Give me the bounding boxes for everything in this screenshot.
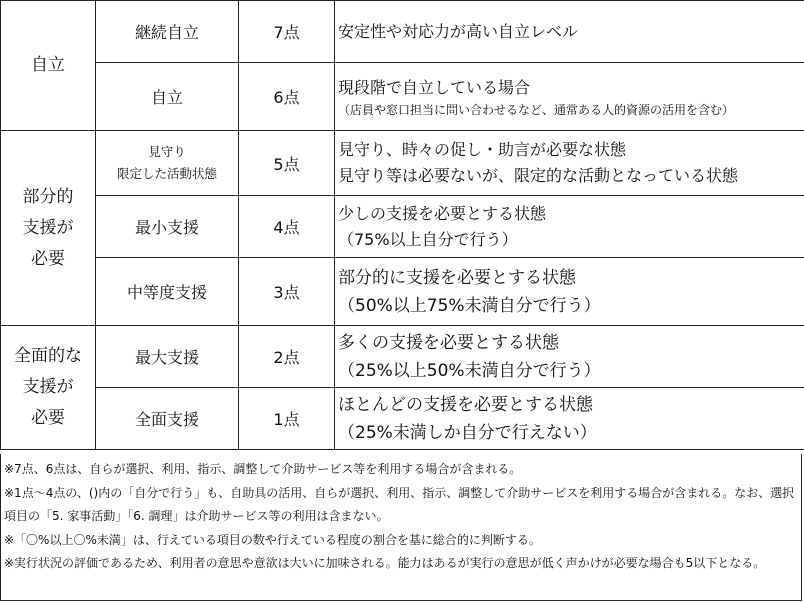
level-label: 最小支援 [134,218,199,237]
description-cell [335,63,804,131]
level-label: 見守り [148,144,186,159]
score-cell [239,388,335,450]
score-cell [239,258,335,326]
description-cell [335,258,804,326]
table-row [1,388,804,450]
description-line: ほとんどの支援を必要とする状態 [338,394,593,415]
description-note: （店員や窓口担当に問い合わせるなど、通常ある人的資源の活用を含む） [338,102,735,117]
group-label: 必要 [31,248,65,269]
score-label: 4点 [273,218,300,237]
score-cell [239,1,335,63]
score-cell [239,196,335,258]
score-cell [239,131,335,196]
level-label: 最大支援 [134,348,199,367]
score-cell [239,63,335,131]
level-cell [96,1,239,63]
level-label: 限定した活動状態 [116,166,217,181]
score-label: 1点 [273,410,300,429]
level-cell [96,258,239,326]
group-cell-independent [1,1,96,131]
level-label: 継続自立 [134,23,199,42]
level-cell [96,131,239,196]
level-label: 自立 [150,88,183,107]
table-row [1,63,804,131]
description-line: 安定性や対応力が高い自立レベル [338,21,579,41]
group-cell-partial-support [1,131,96,326]
description-cell [335,131,804,196]
note-line: ※「〇%以上〇%未満」は、行えている項目の数や行えている程度の割合を基に総合的に判断する。 [4,532,541,547]
description-line: 見守り、時々の促し・助言が必要な状態 [338,140,627,159]
group-label: 支援が [22,377,74,397]
group-label: 必要 [31,408,65,428]
description-line: 多くの支援を必要とする状態 [338,332,559,353]
group-label: 全面的な [14,346,82,366]
level-cell [96,63,239,131]
description-line: 部分的に支援を必要とする状態 [338,267,576,288]
note-line: ※7点、6点は、自らが選択、利用、指示、調整して介助サービス等を利用する場合が含まれる。 [4,462,522,476]
score-label: 3点 [273,283,300,302]
note-line: ※1点〜4点の、()内の「自分で行う」も、自助具の活用、自らが選択、利用、指示、調整して介助サービスを利用する場合が含まれる。なお、選択項目の「5. 家事活動」「6. 調理」は介助サービス等の利用は含まない。 [4,485,795,523]
table-row [1,131,804,196]
level-cell [96,388,239,450]
notes-box [0,454,802,601]
description-line: 少しの支援を必要とする状態 [338,203,547,223]
description-line: 見守り等は必要ないが、限定的な活動となっている状態 [338,166,739,185]
level-cell [96,326,239,388]
score-cell [239,326,335,388]
group-label: 部分的 [22,186,74,207]
description-cell [335,326,804,388]
description-cell [335,1,804,63]
group-label: 支援が [22,217,74,238]
table-row [1,1,804,63]
score-label: 7点 [273,23,300,42]
note-line: ※実行状況の評価であるため、利用者の意思や意欲は大いに加味される。能力はあるが実行の意思が低く声かけが必要な場合も5以下となる。 [4,556,766,570]
score-label: 6点 [273,88,300,107]
score-label: 2点 [273,348,300,367]
level-cell [96,196,239,258]
description-line: （50%以上75%未満自分で行う） [338,295,601,316]
description-line: （25%未満しか自分で行えない） [338,422,597,443]
level-label: 中等度支援 [126,283,207,302]
score-label: 5点 [273,154,300,174]
table-row [1,196,804,258]
group-cell-full-support [1,326,96,450]
description-line: （25%以上50%未満自分で行う） [338,360,601,381]
description-line: 現段階で自立している場合 [338,77,531,97]
table-row [1,258,804,326]
table-row [1,326,804,388]
description-line: （75%以上自分で行う） [338,229,518,249]
group-label: 自立 [31,55,65,75]
description-cell [335,196,804,258]
level-label: 全面支援 [134,410,199,429]
description-cell [335,388,804,450]
